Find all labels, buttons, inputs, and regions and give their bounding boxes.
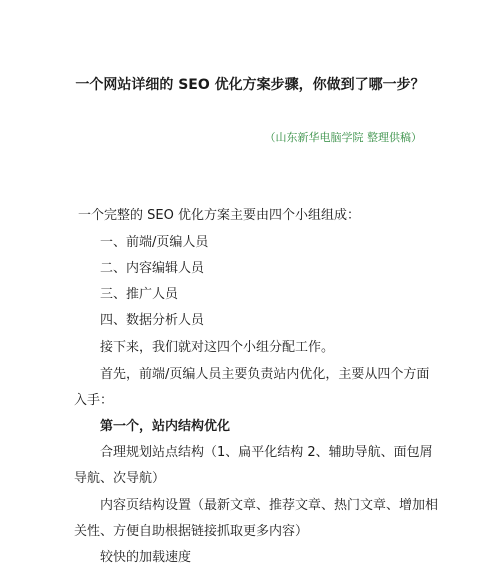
paragraph-frontend-duty: 首先，前端/页编人员主要负责站内优化，主要从四个方面	[100, 367, 430, 382]
paragraph-content-page-cont: 关性、方便自助根据链接抓取更多内容）	[74, 524, 309, 539]
paragraph-content-page: 内容页结构设置（最新文章、推荐文章、热门文章、增加相	[100, 498, 439, 513]
list-item-data-analysis: 四、数据分析人员	[100, 313, 205, 328]
paragraph-assign-work: 接下来，我们就对这四个小组分配工作。	[100, 340, 335, 355]
section-heading-structure: 第一个，站内结构优化	[100, 419, 231, 434]
paragraph-load-speed: 较快的加载速度	[100, 550, 192, 565]
paragraph-frontend-duty-cont: 入手：	[74, 393, 114, 408]
document-title: 一个网站详细的 SEO 优化方案步骤，你做到了哪一步？	[75, 77, 425, 93]
intro-line: 一个完整的 SEO 优化方案主要由四个小组组成：	[78, 208, 360, 223]
paragraph-site-structure-cont: 导航、次导航）	[74, 471, 166, 486]
list-item-promotion: 三、推广人员	[100, 287, 179, 302]
list-item-frontend: 一、前端/页编人员	[100, 235, 209, 250]
paragraph-site-structure: 合理规划站点结构（1、扁平化结构 2、辅助导航、面包屑	[100, 445, 433, 460]
list-item-content-editors: 二、内容编辑人员	[100, 261, 205, 276]
author-byline: （山东新华电脑学院 整理供稿）	[264, 131, 422, 144]
